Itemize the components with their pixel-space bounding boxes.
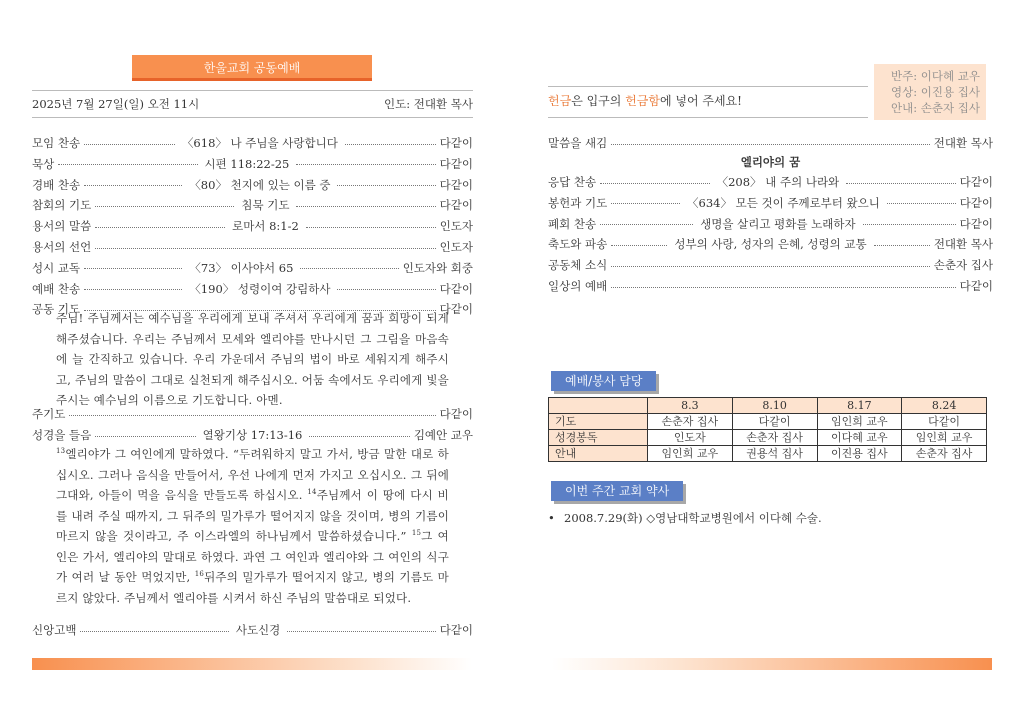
duty-cell: 인도자 [648, 430, 733, 446]
order-item-role: 전대환 목사 [933, 136, 993, 150]
duty-cell: 다같이 [902, 414, 987, 430]
leader-dots [611, 144, 930, 145]
order-item-detail: 로마서 8:1-2 [232, 219, 299, 234]
leader-dots [84, 144, 175, 145]
duty-cell: 이다혜 교우 [817, 430, 902, 446]
order-item [548, 276, 993, 296]
order-item [548, 133, 993, 153]
leader-dots [309, 436, 409, 437]
leader-dots [58, 164, 197, 165]
order-item-detail: 시편 118:22-25 [204, 156, 290, 171]
order-item-name: 경배 찬송 [32, 177, 81, 192]
order-item [32, 175, 473, 195]
leader-dots [611, 266, 930, 267]
divider [32, 117, 473, 118]
order-item-detail: 〈80〉 천지에 있는 이름 중 [189, 177, 331, 192]
order-item-name: 일상의 예배 [548, 279, 608, 293]
duty-date: 8.24 [902, 398, 987, 414]
table-row [549, 446, 987, 462]
order-item-detail: 사도신경 [235, 623, 281, 637]
order-item-role: 다같이 [439, 407, 473, 421]
order-item-name: 성경을 들음 [32, 428, 92, 442]
order-item-role: 다같이 [439, 302, 473, 317]
verse-text: 주님께서 이 땅에 다시 비를 내려 주실 때까지, 그 뒤주의 밀가루가 떨어지지 않을 것이며, 병의 기름이 마르지 않을 것이라고, 주 이스라엘의 하나님께서 말씀하셨습니다.” [56, 488, 449, 543]
verse-text: 뒤주의 밀가루가 떨어지지 않고, 병의 기름도 마르지 않았다. 주님께서 엘리야를 시켜서 하신 주님의 말씀대로 되었다. [56, 570, 449, 605]
order-item-role: 인도자 [439, 240, 473, 254]
order-item [548, 172, 993, 192]
order-item-name: 공동 기도 [32, 302, 81, 317]
order-item-detail: 〈73〉 이사야서 65 [189, 260, 294, 275]
duty-role: 안내 [549, 446, 648, 462]
order-item-detail: 성부의 사랑, 성자의 은혜, 성령의 교통 [674, 237, 867, 252]
order-item-detail: 〈618〉 나 주님을 사랑합니다 [181, 136, 338, 150]
footer-bar-right [552, 658, 992, 670]
scripture-text [56, 444, 449, 608]
order-item-role: 다같이 [439, 156, 473, 171]
duty-cell: 다같이 [732, 414, 817, 430]
order-item [32, 237, 473, 257]
service-leader: 인도: 전대환 목사 [384, 97, 473, 111]
divider [32, 90, 473, 91]
order-item-role: 김예안 교우 [413, 428, 474, 442]
leader-dots [611, 203, 680, 204]
offering-notice: 헌금은 입구의 헌금함에 넣어 주세요! [548, 94, 742, 108]
order-item-role: 다같이 [959, 195, 994, 210]
duty-cell: 임인희 교우 [902, 430, 987, 446]
order-item-role: 손춘자 집사 [933, 258, 993, 273]
order-item-role: 다같이 [439, 198, 473, 213]
order-item-detail: 생명을 살리고 평화를 노래하자 [700, 216, 856, 231]
order-item-name: 신앙고백 [32, 623, 77, 637]
divider [548, 86, 868, 87]
order-item-detail: 열왕기상 17:13-16 [202, 428, 303, 442]
order-item [32, 279, 473, 299]
leader-dots [846, 183, 956, 184]
duty-cell: 권용석 집사 [732, 446, 817, 462]
verse-text: 엘리야가 그 여인에게 말하였다. “두려워하지 말고 가서, 방금 말한 대로 하십시오. 그러나 음식을 만들어서, 우선 나에게 먼저 가지고 오십시오. 그 뒤에 그대와, 아들이 먹을 음식을 만들도록 하십시오. [56, 447, 449, 502]
verse-number: 14 [307, 488, 317, 497]
order-item-role: 다같이 [439, 623, 474, 637]
leader-dots [80, 631, 228, 632]
leader-dots [611, 287, 955, 288]
order-item-detail: 〈208〉 내 주의 나라와 [716, 175, 840, 189]
order-item-name: 말씀을 새김 [548, 136, 608, 150]
order-item-name: 묵상 [32, 156, 55, 171]
order-item [32, 195, 473, 215]
order-item-name: 축도와 파송 [548, 237, 608, 252]
staff-box [874, 64, 986, 120]
sermon-title: 엘리야의 꿈 [740, 155, 801, 169]
duty-cell: 이진용 집사 [817, 446, 902, 462]
order-item-name: 공동체 소식 [548, 258, 608, 273]
leader-dots [874, 245, 930, 246]
weekly-history-heading: 이번 주간 교회 약사 [551, 481, 683, 501]
prayer-text: 주님! 주님께서는 예수님을 우리에게 보내 주셔서 우리에게 꿈과 희망이 되게 해주셨습니다. 우리는 주님께서 모세와 엘리야를 만나시던 그 그림을 마음속에 늘 간직하고 있습니다. 우리 가운데서 주님의 법이 바로 세워지게 해주시고, 주님의 말씀이 그대로 실천되게 해주십시오. 어둠 속에서도 우리에게 빛을 주시는 예수님의 이름으로 기도합니다. 아멘. [56, 311, 449, 407]
list-item: • 2008.7.29(화) ◇영남대학교병원에서 이다혜 수술. [548, 511, 822, 525]
leader-dots [84, 289, 182, 290]
order-item-role: 다같이 [959, 175, 993, 189]
order-item-name: 참회의 기도 [32, 198, 92, 213]
order-item-name: 모임 찬송 [32, 136, 81, 150]
order-item-name: 성시 교독 [32, 260, 81, 275]
leader-dots [95, 248, 435, 249]
order-item-role: 다같이 [959, 216, 993, 231]
order-item-name: 폐회 찬송 [548, 216, 597, 231]
order-item-role: 전대환 목사 [933, 237, 994, 252]
order-item-name: 용서의 말씀 [32, 219, 92, 234]
leader-dots [863, 224, 956, 225]
duty-cell: 손춘자 집사 [648, 414, 733, 430]
order-item-name: 용서의 선언 [32, 240, 92, 254]
duty-cell: 손춘자 집사 [902, 446, 987, 462]
leader-dots [600, 183, 710, 184]
leader-dots [887, 203, 956, 204]
verse-number: 16 [194, 570, 205, 579]
duty-date: 8.10 [732, 398, 817, 414]
leader-dots [84, 268, 182, 269]
order-item-role: 다같이 [959, 279, 993, 293]
order-item-detail: 〈190〉 성령이여 강림하사 [189, 281, 331, 296]
leader-dots [337, 185, 435, 186]
leader-dots [69, 415, 435, 416]
order-item [548, 193, 993, 213]
verse-number: 15 [411, 529, 422, 538]
leader-dots [296, 164, 435, 165]
order-item [32, 258, 473, 278]
duty-table-header [549, 398, 987, 414]
duty-cell: 임인희 교우 [648, 446, 733, 462]
order-item-name: 주기도 [32, 407, 66, 421]
verse-text: 그 여인은 가서, 엘리야의 말대로 하였다. 과연 그 여인과 엘리야와 그 여인의 식구가 여러 날 동안 먹었지만, [56, 529, 449, 584]
footer-bar-left [32, 658, 472, 670]
leader-dots [95, 436, 195, 437]
leader-dots [611, 245, 667, 246]
leader-dots [337, 289, 435, 290]
staff-accompanist: 반주: 이다혜 교우 [891, 69, 980, 83]
service-date: 2025년 7월 27일(일) 오전 11시 [32, 97, 200, 111]
duty-cell: 손춘자 집사 [732, 430, 817, 446]
order-item [32, 133, 473, 153]
order-item [32, 620, 473, 640]
duty-date: 8.17 [817, 398, 902, 414]
table-row [549, 430, 987, 446]
staff-video: 영상: 이진용 집사 [891, 85, 980, 99]
order-item [548, 234, 993, 254]
leader-dots [600, 224, 693, 225]
order-item [548, 255, 993, 275]
leader-dots [296, 206, 435, 207]
leader-dots [300, 268, 398, 269]
bullet-icon: • [548, 511, 555, 525]
duty-date: 8.3 [648, 398, 733, 414]
leader-dots [95, 206, 234, 207]
order-item [32, 154, 473, 174]
order-item-role: 다같이 [439, 177, 473, 192]
order-item-role: 다같이 [439, 281, 473, 296]
divider [548, 117, 868, 118]
order-item-name: 예배 찬송 [32, 281, 81, 296]
order-item [32, 404, 473, 424]
leader-dots [345, 144, 436, 145]
order-item-role: 인도자와 회중 [402, 260, 474, 275]
order-item-name: 봉헌과 기도 [548, 195, 608, 210]
order-item-name: 응답 찬송 [548, 175, 597, 189]
order-item [32, 425, 473, 445]
leader-dots [95, 227, 225, 228]
table-row [549, 414, 987, 430]
duty-heading: 예배/봉사 담당 [551, 371, 656, 391]
order-item [548, 214, 993, 234]
order-item-detail: 〈634〉 모든 것이 주께로부터 왔으니 [687, 195, 880, 210]
order-item [32, 216, 473, 236]
leader-dots [306, 227, 436, 228]
duty-table [548, 397, 987, 462]
staff-usher: 안내: 손춘자 집사 [891, 101, 980, 115]
leader-dots [287, 631, 435, 632]
page-title: 한울교회 공동예배 [132, 55, 372, 81]
duty-corner [549, 398, 648, 414]
duty-role: 기도 [549, 414, 648, 430]
order-item-role: 다같이 [439, 136, 474, 150]
order-item-detail: 침묵 기도 [241, 198, 290, 213]
order-item-role: 인도자 [439, 219, 474, 234]
duty-role: 성경봉독 [549, 430, 648, 446]
verse-number: 13 [56, 447, 66, 456]
leader-dots [84, 185, 182, 186]
duty-cell: 임인희 교우 [817, 414, 902, 430]
